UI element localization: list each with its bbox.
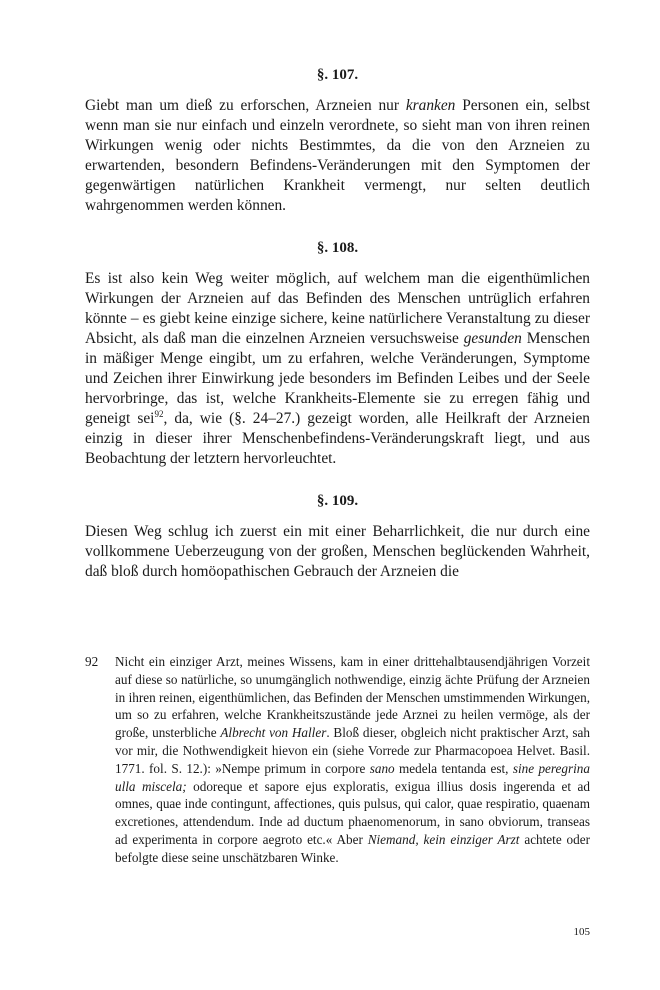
text-run: Diesen Weg schlug ich zuerst ein mit einer Beharrlichkeit, die nur durch eine vollkommene Ueberzeugung von der großen, Menschen beglückenden Wahrheit, daß bloß durch homöopathischen Gebrauch der Arzneien die bbox=[85, 522, 590, 580]
text-run: Nicht ein einziger Arzt, meines Wissens, kam in einer drittehalbtausendjährigen Vorzeit auf diese so natürliche, so unumgänglich nothwendige, einzig ächte Prüfung der Arzneien in ihren reinen, eigenthümlichen, das Befinden der Menschen umstimmenden Wirkungen, um so zu erfahren, welche Krankheitszustände jede Arznei zu heilen vermöge, als der große, unsterbliche bbox=[115, 654, 590, 741]
text-run: , da, wie (§. 24–27.) gezeigt worden, alle Heilkraft der Arzneien einzig in dieser ihrer Menschenbefindens-Veränderungskraft liegt, und aus Beobachtung der letztern hervorleuchtet. bbox=[85, 410, 591, 468]
section-heading: §. 109. bbox=[316, 492, 359, 509]
italic-text: Niemand, kein einziger Arzt bbox=[367, 831, 520, 847]
text-run: medela tentanda est, bbox=[394, 760, 513, 776]
text-run: achtete oder befolgte diese seine unschätzbaren Winke. bbox=[115, 831, 590, 865]
section-108 bbox=[85, 239, 590, 470]
footnote bbox=[85, 653, 590, 867]
footnote-text bbox=[115, 653, 590, 867]
italic-text: gesunden bbox=[463, 329, 522, 347]
page-number: 105 bbox=[573, 926, 590, 938]
paragraph bbox=[85, 96, 590, 217]
footnote-reference: 92 bbox=[154, 409, 164, 420]
section-109 bbox=[85, 492, 590, 582]
section-heading: §. 108. bbox=[316, 239, 359, 256]
section-heading: §. 107. bbox=[316, 67, 359, 83]
text-run: odoreque et sapore ejus exploratis, exigua illius dosis ingerenda et ad omnes, quae inde contingunt, affectiones, quis pulsus, qui calor, quae respiratio, quaenam excretiones, attendendum. Inde ad ductum phaenomenorum, in sano obviorum, transeas ad experimenta in corpore aegroto etc.« Aber bbox=[115, 778, 590, 847]
italic-text: sano bbox=[369, 760, 395, 776]
text-run: Personen ein, selbst wenn man sie nur einfach und einzeln verordnete, so sieht man von ihren reinen Wirkungen wenig oder nichts Bestimmtes, da die von den Arzneien zu erwartenden, besondern Befindens-Veränderungen mit den Symptomen der gegenwärtigen natürlichen Krankheit vermengt, nur selten deutlich wahrgenommen werden können. bbox=[85, 97, 590, 215]
page-body bbox=[85, 58, 590, 604]
italic-text: sine peregrina ulla miscela; bbox=[115, 760, 590, 794]
italic-text: kranken bbox=[405, 97, 456, 114]
footnote-number: 92 bbox=[85, 654, 99, 669]
text-run: Giebt man um dieß zu erforschen, Arzneien nur bbox=[85, 97, 406, 114]
text-run: Es ist also kein Weg weiter möglich, auf welchem man die eigenthümlichen Wirkungen der Arzneien auf das Befinden des Menschen untrüglich erfahren könnte – es giebt keine einzige sichere, keine natürlichere Veranstaltung zu dieser Absicht, als daß man die einzelnen Arzneien versuchsweise bbox=[85, 269, 590, 347]
text-run: . Bloß dieser, obgleich nicht praktischer Arzt, sah vor mir, die Nothwendigkeit hievon ein (siehe Vorrede zur Pharmacopoea Helvet. Basil. 1771. fol. S. 12.): »Nempe primum in corpore bbox=[115, 725, 590, 776]
section-107 bbox=[85, 66, 590, 217]
text-run: Menschen in mäßiger Menge eingibt, um zu erfahren, welche Veränderungen, Symptome und Zeichen ihrer Einwirkung jede besonders im Befinden Leibes und der Seele hervorbringe, das ist, welche Krankheits-Elemente sie zu erregen fähig und geneigt sei bbox=[85, 329, 590, 428]
italic-text: Albrecht von Haller bbox=[220, 725, 327, 741]
paragraph bbox=[85, 269, 590, 470]
paragraph bbox=[85, 522, 590, 582]
